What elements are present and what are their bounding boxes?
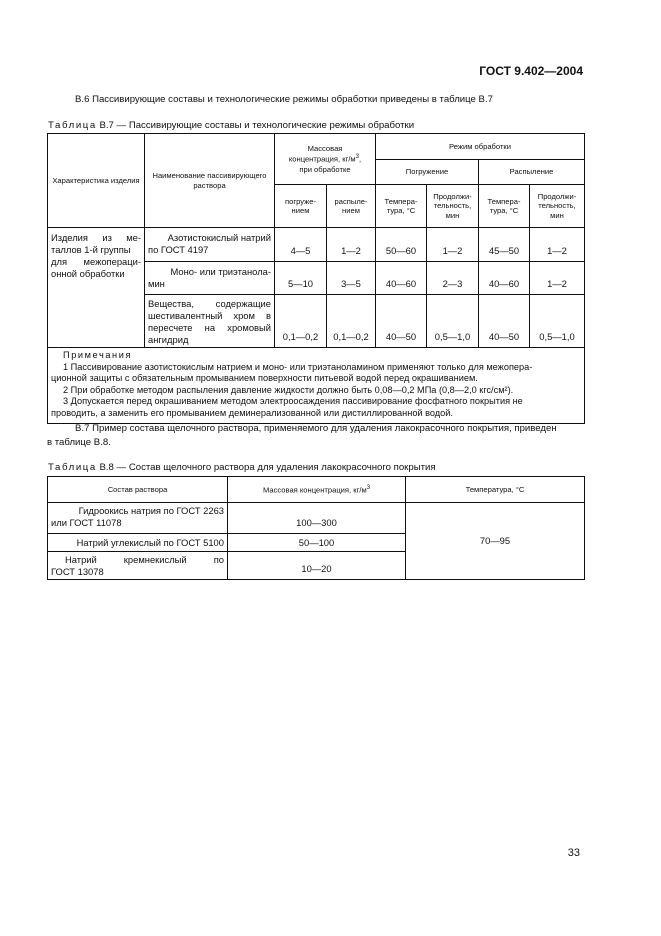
solution-name: Моно- или триэтанола- мин	[145, 262, 275, 295]
composition-name: Натрий кремнекислый по ГОСТ 13078	[48, 552, 228, 580]
note-line: проводить, а заменить его промыванием деминерализованной или дистиллированной водой.	[51, 407, 453, 418]
notes-title: Примечания	[63, 350, 133, 360]
temp-immersion-value: 40—60	[376, 262, 427, 295]
paragraph-b6: В.6 Пассивирующие составы и технологические режимы обработки приведены в таблице В.7	[75, 94, 493, 105]
table-b7	[47, 133, 585, 424]
temp-spraying-value: 40—60	[479, 262, 530, 295]
header-spraying: Распыление	[479, 160, 585, 185]
composition-name: Натрий углекислый по ГОСТ 5100	[48, 534, 228, 552]
document-id: ГОСТ 9.402—2004	[479, 64, 583, 78]
table-b8-caption	[48, 462, 436, 473]
temp-immersion-value: 50—60	[376, 228, 427, 262]
composition-name: Гидроокись натрия по ГОСТ 2263 или ГОСТ 11078	[48, 503, 228, 534]
header-conc-spraying: распыле- нием	[327, 185, 376, 228]
duration-immersion-value: 0,5—1,0	[427, 295, 479, 348]
header-characteristic: Характеристика изделия	[48, 134, 145, 228]
duration-spraying-value: 1—2	[530, 228, 585, 262]
concentration-value: 100—300	[228, 503, 406, 534]
note-line: 2 При обработке методом распыления давление жидкости должно быть 0,08—0,2 МПа (0,8—2,0 кгс/см²).	[63, 384, 514, 395]
duration-immersion-value: 1—2	[427, 228, 479, 262]
header-mass-concentration: Массовая концентрация, $кг/м^3$, при обработке	[275, 134, 376, 185]
conc-spraying-value: 0,1—0,2	[327, 295, 376, 348]
header-duration-spraying: Продолжи- тельность, мин	[530, 185, 585, 228]
solution-name: Вещества, содержащие шестивалентный хром в пересчете на хромовый ангидрид	[145, 295, 275, 348]
table-label: Таблица	[48, 462, 97, 473]
table-b8	[47, 476, 585, 580]
header-treatment-mode: Режим обработки	[376, 134, 585, 160]
note-line: 3 Допускается перед окрашиванием методом электроосаждения пассивирование фосфатного покрытия не	[63, 396, 523, 407]
table-caption-text: В.7 — Пассивирующие составы и технологические режимы обработки	[96, 120, 415, 131]
header-temp-spraying: Темпера- тура, °С	[479, 185, 530, 228]
table-row	[48, 503, 585, 534]
note-line: ционной защиты с обязательным промыванием поверхности питьевой водой перед окрашиванием.	[51, 373, 478, 384]
table-b7-caption	[48, 120, 414, 131]
page-number: 33	[567, 847, 580, 859]
header-mass-concentration: Массовая концентрация, $кг/м^3$	[228, 477, 406, 503]
paragraph-b7-line2: в таблице В.8.	[47, 437, 111, 448]
table-caption-text: В.8 — Состав щелочного раствора для удаления лакокрасочного покрытия	[96, 462, 436, 473]
duration-spraying-value: 1—2	[530, 262, 585, 295]
concentration-value: 50—100	[228, 534, 406, 552]
temp-spraying-value: 40—50	[479, 295, 530, 348]
header-temp-immersion: Темпера- тура, °С	[376, 185, 427, 228]
header-duration-immersion: Продолжи- тельность, мин	[427, 185, 479, 228]
header-immersion: Погружение	[376, 160, 479, 185]
conc-immersion-value: 4—5	[275, 228, 327, 262]
header-conc-immersion: погруже- нием	[275, 185, 327, 228]
temp-immersion-value: 40—50	[376, 295, 427, 348]
temp-spraying-value: 45—50	[479, 228, 530, 262]
characteristic-cell: Изделия из ме- таллов 1-й группы для межопераци- онной обработки	[48, 228, 145, 348]
temperature-value: 70—95	[406, 503, 585, 580]
concentration-value: 10—20	[228, 552, 406, 580]
header-temperature: Температура, °С	[406, 477, 585, 503]
table-notes	[48, 348, 585, 424]
conc-immersion-value: 5—10	[275, 262, 327, 295]
header-composition: Состав раствора	[48, 477, 228, 503]
note-line: 1 Пассивирование азотистокислым натрием и моно- или триэтаноламином применяют только для межопера-	[63, 361, 533, 372]
duration-spraying-value: 0,5—1,0	[530, 295, 585, 348]
conc-spraying-value: 1—2	[327, 228, 376, 262]
conc-spraying-value: 3—5	[327, 262, 376, 295]
duration-immersion-value: 2—3	[427, 262, 479, 295]
table-label: Таблица	[48, 120, 97, 131]
table-row	[48, 228, 585, 262]
header-solution-name: Наименование пассивирующего раствора	[145, 134, 275, 228]
solution-name: Азотистокислый натрий по ГОСТ 4197	[145, 228, 275, 262]
conc-immersion-value: 0,1—0,2	[275, 295, 327, 348]
paragraph-b7-line1: В.7 Пример состава щелочного раствора, применяемого для удаления лакокрасочного покрытия, приведен	[75, 423, 557, 434]
